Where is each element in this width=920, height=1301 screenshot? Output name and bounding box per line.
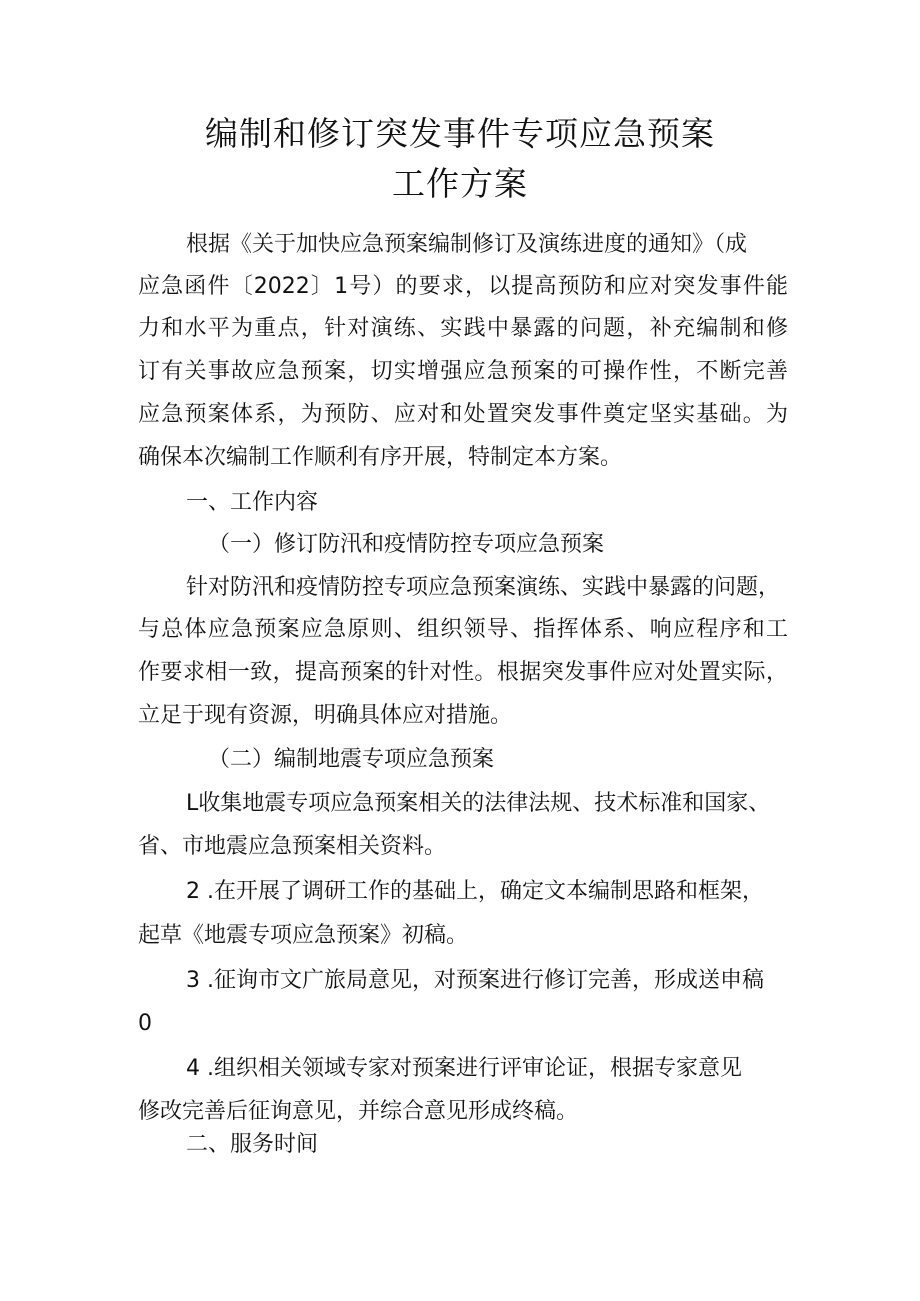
- intro-line-4: 订有关事故应急预案，切实增强应急预案的可操作性，不断完善: [138, 359, 788, 384]
- list-item-4-line-1: 4 .组织相关领域专家对预案进行评审论证，根据专家意见: [186, 1056, 742, 1081]
- intro-line-1: 根据《关于加快应急预案编制修订及演练进度的通知》（成: [186, 232, 748, 257]
- list-item-1-line-1: L收集地震专项应急预案相关的法律法规、技术标准和国家、: [186, 791, 771, 816]
- list-item-2-line-1: 2 .在开展了调研工作的基础上，确定文本编制思路和框架，: [186, 879, 764, 904]
- subsection-1-line-1: 针对防汛和疫情防控专项应急预案演练、实践中暴露的问题，: [186, 575, 781, 600]
- subsection-2-heading: （二）编制地震专项应急预案: [208, 747, 495, 772]
- intro-line-5: 应急预案体系，为预防、应对和处置突发事件奠定坚实基础。为: [138, 402, 788, 427]
- subsection-1-line-2: 与总体应急预案应急原则、组织领导、指挥体系、响应程序和工: [138, 617, 788, 642]
- list-item-3-line-1: 3 .征询市文广旅局意见，对预案进行修订完善，形成送申稿: [186, 968, 764, 993]
- list-item-1-line-2: 省、市地震应急预案相关资料。: [138, 834, 447, 859]
- subsection-1-line-4: 立足于现有资源，明确具体应对措施。: [138, 703, 513, 728]
- intro-line-3: 力和水平为重点，针对演练、实践中暴露的问题，补充编制和修: [138, 316, 788, 341]
- subsection-1-heading: （一）修订防汛和疫情防控专项应急预案: [208, 532, 605, 557]
- list-item-4-line-2: 修改完善后征询意见，并综合意见形成终稿。: [138, 1099, 579, 1124]
- document-title-line-1: 编制和修订突发事件专项应急预案: [205, 114, 715, 153]
- document-title-line-2: 工作方案: [392, 164, 528, 203]
- section-1-heading: 一、工作内容: [186, 490, 319, 515]
- list-item-2-line-2: 起草《地震专项应急预案》初稿。: [138, 923, 469, 948]
- list-item-3-line-2: 0: [138, 1011, 152, 1036]
- section-2-heading: 二、服务时间: [186, 1132, 319, 1157]
- intro-line-6: 确保本次编制工作顺利有序开展，特制定本方案。: [138, 445, 623, 470]
- subsection-1-line-3: 作要求相一致，提高预案的针对性。根据突发事件应对处置实际，: [138, 660, 788, 685]
- intro-line-2: 应急函件〔2022〕1号）的要求，以提高预防和应对突发事件能: [138, 274, 788, 299]
